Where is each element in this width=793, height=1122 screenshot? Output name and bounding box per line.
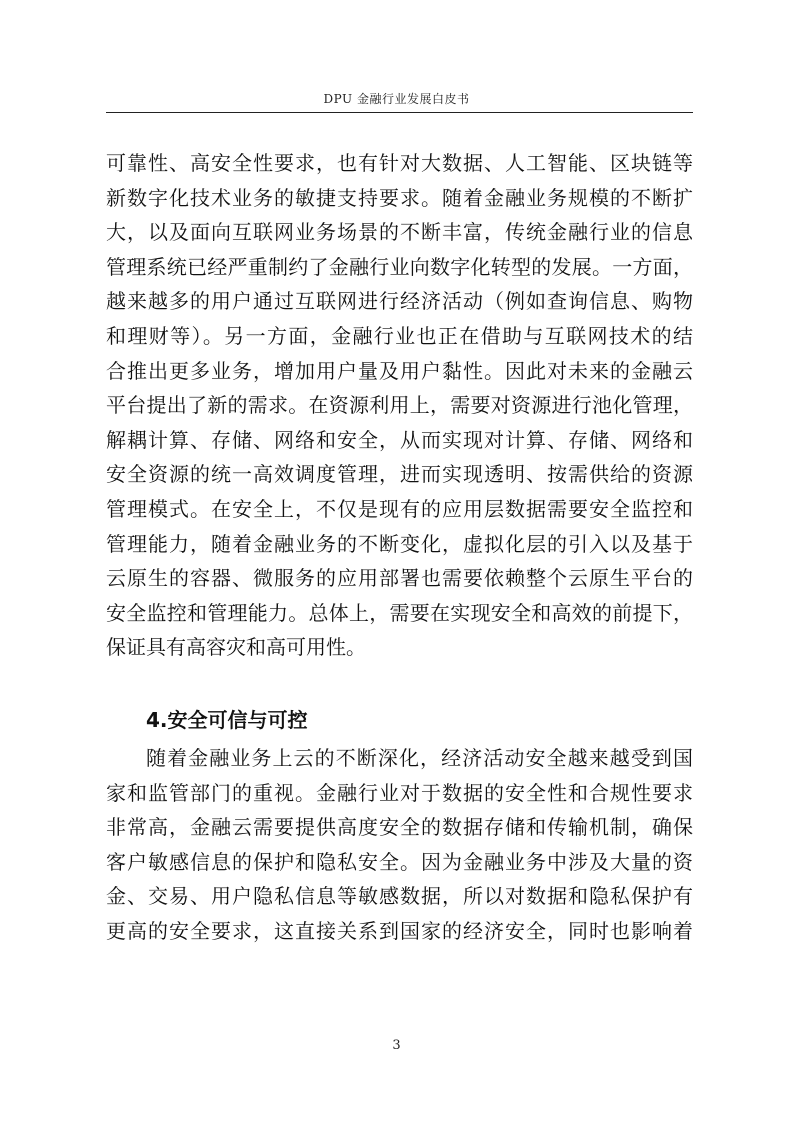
paragraph-line: 新数字化技术业务的敏捷支持要求。随着金融业务规模的不断扩 [106,185,693,210]
paragraph-line: 金、交易、用户隐私信息等敏感数据，所以对数据和隐私保护有 [106,884,693,909]
paragraph-line: 更高的安全要求，这直接关系到国家的经济安全，同时也影响着 [106,918,693,943]
paragraph-line: 合推出更多业务，增加用户量及用户黏性。因此对未来的金融云 [106,358,693,383]
paragraph-line: 云原生的容器、微服务的应用部署也需要依赖整个云原生平台的 [106,566,693,591]
paragraph-line: 越来越多的用户通过互联网进行经济活动（例如查询信息、购物 [106,289,693,314]
page-number: 3 [392,1038,401,1053]
paragraph-line: 管理系统已经严重制约了金融行业向数字化转型的发展。一方面， [106,254,693,279]
paragraph-line: 大，以及面向互联网业务场景的不断丰富，传统金融行业的信息 [106,220,693,245]
paragraph-line: 可靠性、高安全性要求，也有针对大数据、人工智能、区块链等 [106,151,693,175]
paragraph-line: 安全资源的统一高效调度管理，进而实现透明、按需供给的资源 [106,462,693,487]
section-heading: 4.安全可信与可控 [146,708,308,732]
paragraph-line: 家和监管部门的重视。金融行业对于数据的安全性和合规性要求 [106,780,693,805]
paragraph-line: 管理能力，随着金融业务的不断变化，虚拟化层的引入以及基于 [106,531,693,556]
header-divider [106,112,693,113]
paragraph-line: 保证具有高容灾和高可用性。 [106,635,366,660]
paragraph-line: 安全监控和管理能力。总体上，需要在实现安全和高效的前提下， [106,600,693,625]
paragraph-line: 客户敏感信息的保护和隐私安全。因为金融业务中涉及大量的资 [106,849,693,874]
paragraph-line: 管理模式。在安全上，不仅是现有的应用层数据需要安全监控和 [106,496,693,521]
running-header: DPU 金融行业发展白皮书 [323,92,470,106]
paragraph-line: 平台提出了新的需求。在资源利用上，需要对资源进行池化管理， [106,393,693,418]
paragraph-2 [106,741,693,949]
paragraph-line: 随着金融业务上云的不断深化，经济活动安全越来越受到国 [146,746,693,770]
paragraph-line: 非常高，金融云需要提供高度安全的数据存储和传输机制，确保 [106,815,693,840]
paragraph-line: 解耦计算、存储、网络和安全，从而实现对计算、存储、网络和 [106,427,693,452]
paragraph-1 [106,146,693,665]
paragraph-line: 和理财等）。另一方面，金融行业也正在借助与互联网技术的结 [106,323,693,348]
